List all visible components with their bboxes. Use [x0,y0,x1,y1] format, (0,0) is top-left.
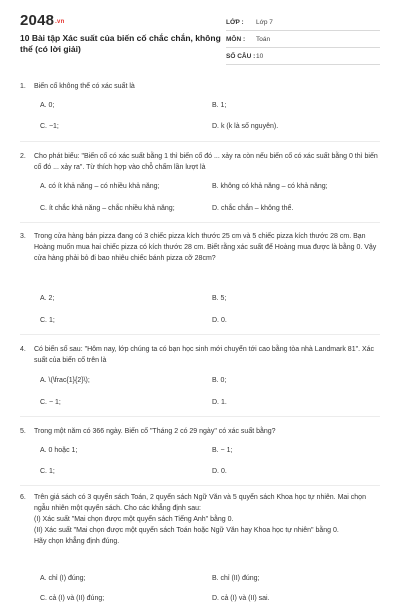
divider [20,485,380,486]
question-prompt: Hãy chọn khẳng định đúng. [34,538,120,545]
meta-label: SỐ CÂU : [226,52,256,60]
question-number: 6. [20,494,26,501]
question-text-intro: Trên giá sách có 3 quyển sách Toán, 2 quyển sách Ngữ Văn và 5 quyển sách Khoa học tự nhiên. Mai chọn ngẫu nhiên một quyển sách. Cho các khẳng định sau: [34,494,366,512]
divider [20,222,380,223]
meta-row-class [226,14,380,31]
question-number: 3. [20,233,26,240]
question-number: 4. [20,346,26,353]
q1-option-b[interactable]: B. 1; [212,102,227,109]
logo-text: 2048 [20,12,55,29]
divider [20,416,380,417]
meta-value: Lớp 7 [256,18,273,26]
divider [20,141,380,142]
meta-panel [226,14,380,65]
question-1 [20,81,380,92]
question-5 [20,426,380,437]
question-4 [20,344,380,366]
site-logo[interactable] [20,12,64,29]
question-number: 5. [20,428,26,435]
meta-row-count [226,48,380,65]
question-number: 2. [20,153,26,160]
q3-option-c[interactable]: C. 1; [40,317,55,324]
statement-2: (II) Xác suất "Mai chọn được một quyển sách Toán hoặc Ngữ Văn hay Khoa học tự nhiên" bằng 0. [34,527,339,534]
meta-value: 10 [256,52,264,60]
q3-option-a[interactable]: A. 2; [40,295,55,302]
q2-option-a[interactable]: A. có ít khả năng – có nhiều khả năng; [40,183,160,190]
q6-option-d[interactable]: D. cả (I) và (II) sai. [212,595,270,602]
logo-suffix: .vn [55,19,65,25]
question-text: Trong cửa hàng bán pizza đang có 3 chiếc pizza kích thước 25 cm và 5 chiếc pizza kích thước 28 cm. Bạn Hoàng muốn mua hai chiếc pizza có kích thước 28 cm. Biết rằng xác suất để Hoàng mua được là bằng 0. Vậy cửa hàng phải bỏ đi bao nhiêu chiếc bánh pizza cỡ 28cm? [34,233,377,262]
question-text: Có biến số sau: "Hôm nay, lớp chúng ta có bạn học sinh mới chuyển tới cao bằng tòa nhà Landmark 81". Xác suất của biến cố trên là [34,346,375,364]
q2-option-b[interactable]: B. không có khả năng – có khả năng; [212,183,328,190]
q2-option-d[interactable]: D. chắc chắn – không thể. [212,205,294,212]
meta-value: Toán [256,35,271,43]
q4-option-c[interactable]: C. − 1; [40,399,61,406]
q5-option-a[interactable]: A. 0 hoặc 1; [40,447,78,454]
meta-label: MÔN : [226,35,246,43]
q3-option-b[interactable]: B. 5; [212,295,227,302]
question-text: Cho phát biểu: "Biến cố có xác suất bằng 1 thì biến cố đó ... xảy ra còn nếu biến cố có xác suất bằng 0 thì biến cố đó ... xảy ra". Từ thích hợp vào chỗ chấm lần lượt là [34,153,378,171]
q5-option-b[interactable]: B. − 1; [212,447,233,454]
question-3 [20,231,380,264]
q1-option-c[interactable]: C. −1; [40,123,59,130]
question-2 [20,151,380,173]
q4-option-a[interactable]: A. \(\frac{1}{2}\); [40,377,90,384]
q4-option-d[interactable]: D. 1. [212,399,227,406]
q3-option-d[interactable]: D. 0. [212,317,227,324]
question-number: 1. [20,83,26,90]
q4-option-b[interactable]: B. 0; [212,377,227,384]
q1-option-d[interactable]: D. k (k là số nguyên). [212,123,279,130]
question-text: Trong một năm có 366 ngày. Biến cố "Tháng 2 có 29 ngày" có xác suất bằng? [34,428,276,435]
q6-option-b[interactable]: B. chỉ (II) đúng; [212,575,260,582]
question-6 [20,492,380,547]
q1-option-a[interactable]: A. 0; [40,102,55,109]
statement-1: (I) Xác suất "Mai chọn được một quyển sách Tiếng Anh" bằng 0. [34,516,234,523]
q2-option-c[interactable]: C. ít chắc khả năng – chắc nhiều khả năng; [40,205,175,212]
question-text: Biến cố không thể có xác suất là [34,83,135,90]
meta-label: LỚP : [226,18,244,26]
meta-row-subject [226,31,380,48]
q5-option-c[interactable]: C. 1; [40,468,55,475]
page-title: 10 Bài tập Xác suất của biến cố chắc chắn, không thể (có lời giải) [20,33,221,54]
q6-option-a[interactable]: A. chỉ (I) đúng; [40,575,86,582]
q6-option-c[interactable]: C. cả (I) và (II) đúng; [40,595,105,602]
divider [20,334,380,335]
q5-option-d[interactable]: D. 0. [212,468,227,475]
